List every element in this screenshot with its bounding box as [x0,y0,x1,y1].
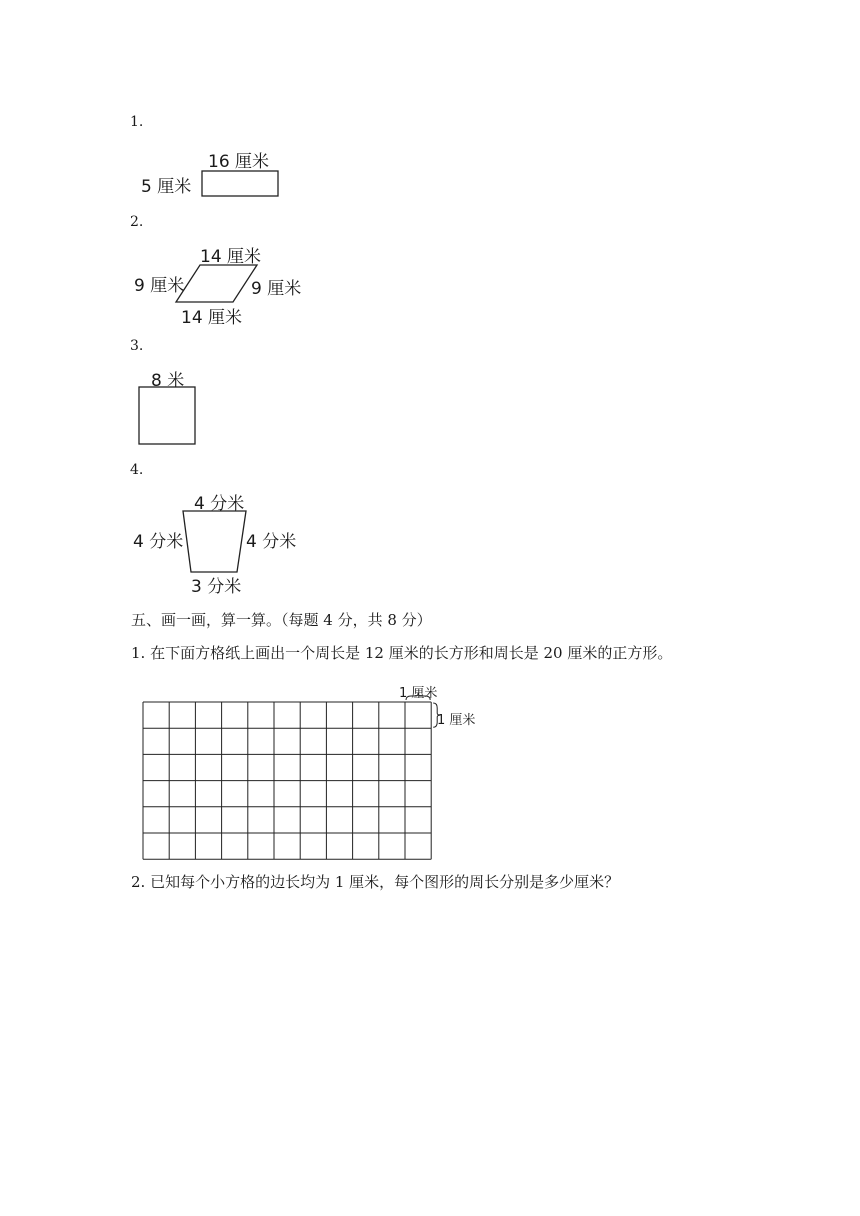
item-number-2: 2. [130,214,144,230]
question-1-text: 1. 在下面方格纸上画出一个周长是 12 厘米的长方形和周长是 20 厘米的正方形。 [131,644,673,662]
section-5-title: 五、画一画，算一算。（每题 4 分，共 8 分） [131,611,432,629]
parallelogram-label-bottom: 14 厘米 [181,308,243,328]
rect-label-left: 5 厘米 [141,177,192,197]
grid-unit-label-top: 1 厘米 [399,686,438,701]
square-label-top: 8 米 [151,371,185,391]
parallelogram-label-left: 9 厘米 [134,276,185,296]
top-brace-icon [406,693,430,700]
question-2-text: 2. 已知每个小方格的边长均为 1 厘米，每个图形的周长分别是多少厘米？ [131,873,620,891]
trapezoid-label-left: 4 分米 [133,532,184,552]
right-brace-icon [433,703,440,727]
grid-unit-label-right: 1 厘米 [437,713,476,728]
trapezoid-label-top: 4 分米 [194,494,245,514]
item-number-4: 4. [130,462,144,478]
rect-label-top: 16 厘米 [208,152,270,172]
trapezoid-label-bottom: 3 分米 [191,577,242,597]
trapezoid-label-right: 4 分米 [246,532,297,552]
item-number-1: 1. [130,114,144,130]
parallelogram-label-right: 9 厘米 [251,279,302,299]
parallelogram-label-top: 14 厘米 [200,247,262,267]
item-number-3: 3. [130,338,144,354]
